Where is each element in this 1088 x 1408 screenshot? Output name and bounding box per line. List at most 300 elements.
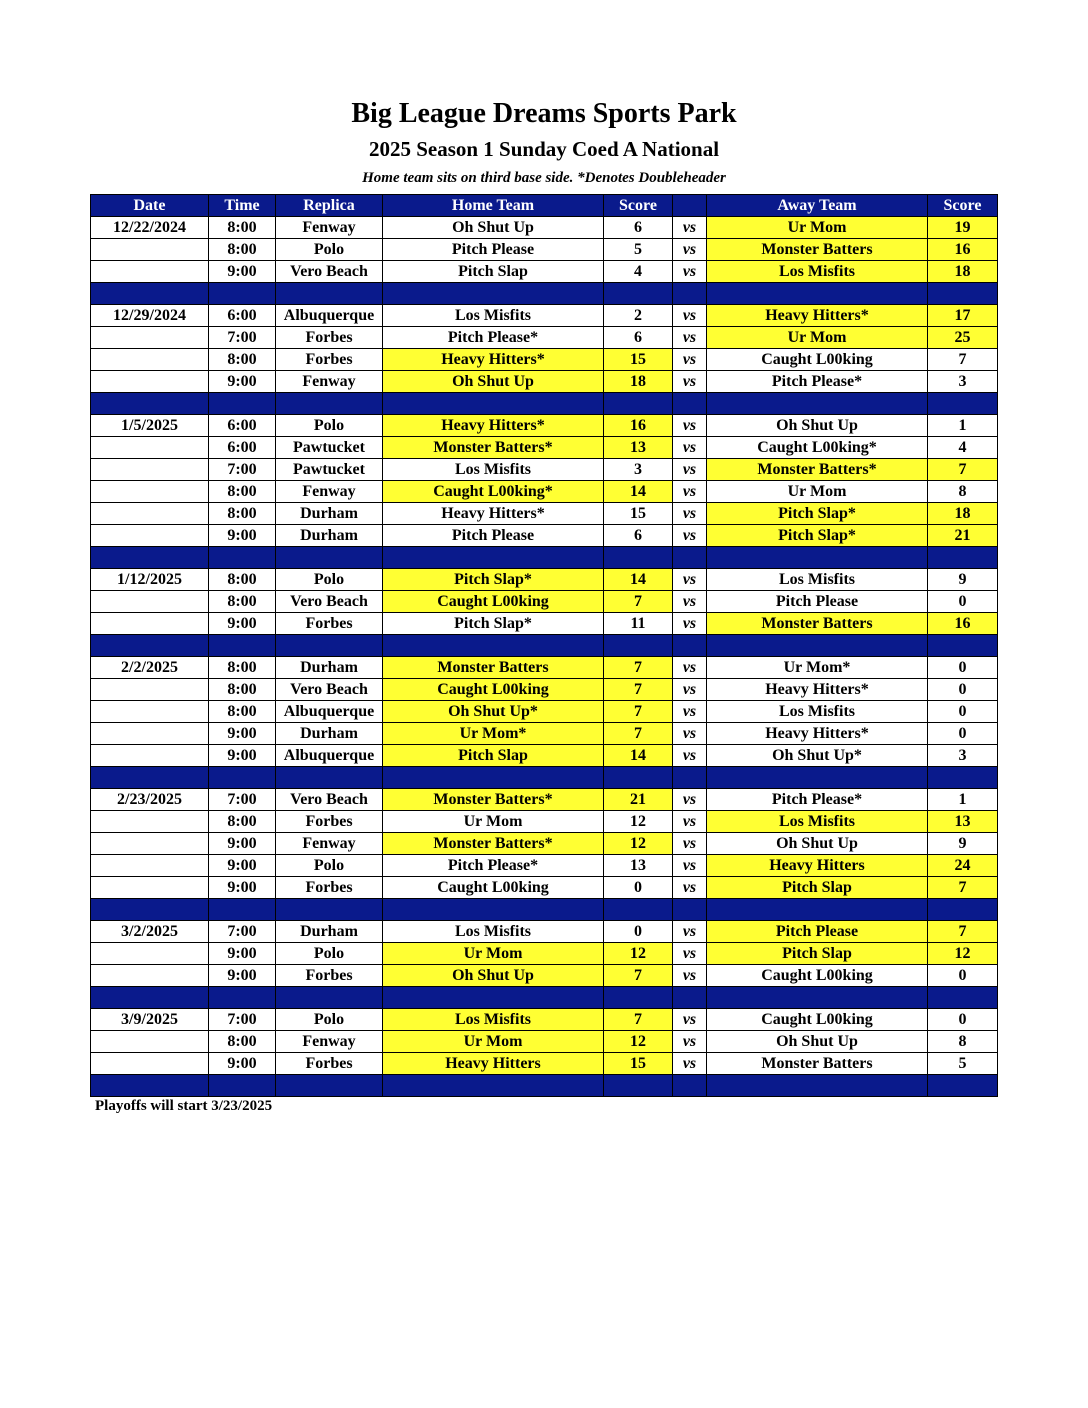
away-team-cell: Caught L00king*	[707, 437, 928, 459]
vs-cell: vs	[673, 679, 707, 701]
away-team-cell: Ur Mom*	[707, 657, 928, 679]
spacer-cell	[673, 899, 707, 921]
vs-cell: vs	[673, 657, 707, 679]
spacer-cell	[604, 899, 673, 921]
replica-cell: Polo	[276, 415, 383, 437]
replica-cell: Durham	[276, 723, 383, 745]
away-score-cell: 0	[928, 701, 998, 723]
vs-cell: vs	[673, 1031, 707, 1053]
home-team-cell: Oh Shut Up	[383, 217, 604, 239]
spacer-cell	[928, 987, 998, 1009]
date-cell: 3/9/2025	[91, 1009, 209, 1031]
away-team-cell: Los Misfits	[707, 811, 928, 833]
date-cell	[91, 239, 209, 261]
table-row	[91, 591, 998, 613]
col-header-away-team: Away Team	[707, 195, 928, 217]
vs-cell: vs	[673, 569, 707, 591]
vs-cell: vs	[673, 591, 707, 613]
date-cell	[91, 349, 209, 371]
replica-cell: Albuquerque	[276, 745, 383, 767]
home-team-cell: Los Misfits	[383, 921, 604, 943]
table-row	[91, 569, 998, 591]
away-score-cell: 21	[928, 525, 998, 547]
vs-cell: vs	[673, 811, 707, 833]
home-score-cell: 21	[604, 789, 673, 811]
away-team-cell: Los Misfits	[707, 569, 928, 591]
time-cell: 8:00	[209, 591, 276, 613]
spacer-cell	[91, 547, 209, 569]
vs-cell: vs	[673, 723, 707, 745]
replica-cell: Forbes	[276, 613, 383, 635]
time-cell: 8:00	[209, 811, 276, 833]
home-score-cell: 15	[604, 349, 673, 371]
replica-cell: Albuquerque	[276, 701, 383, 723]
home-score-cell: 12	[604, 1031, 673, 1053]
date-cell	[91, 833, 209, 855]
date-cell	[91, 943, 209, 965]
time-cell: 7:00	[209, 1009, 276, 1031]
spacer-cell	[91, 899, 209, 921]
away-score-cell: 7	[928, 349, 998, 371]
table-row	[91, 855, 998, 877]
table-row	[91, 613, 998, 635]
away-team-cell: Heavy Hitters*	[707, 305, 928, 327]
spacer-cell	[209, 393, 276, 415]
time-cell: 8:00	[209, 349, 276, 371]
away-score-cell: 0	[928, 1009, 998, 1031]
time-cell: 9:00	[209, 723, 276, 745]
time-cell: 7:00	[209, 327, 276, 349]
table-row	[91, 327, 998, 349]
spacer-cell	[276, 767, 383, 789]
away-score-cell: 1	[928, 415, 998, 437]
away-team-cell: Oh Shut Up*	[707, 745, 928, 767]
away-team-cell: Pitch Please	[707, 591, 928, 613]
away-team-cell: Caught L00king	[707, 1009, 928, 1031]
home-score-cell: 12	[604, 811, 673, 833]
time-cell: 6:00	[209, 305, 276, 327]
away-team-cell: Heavy Hitters*	[707, 723, 928, 745]
spacer-cell	[707, 899, 928, 921]
away-score-cell: 0	[928, 723, 998, 745]
away-score-cell: 4	[928, 437, 998, 459]
replica-cell: Polo	[276, 239, 383, 261]
away-team-cell: Pitch Slap*	[707, 503, 928, 525]
spacer-row	[91, 393, 998, 415]
spacer-cell	[383, 393, 604, 415]
vs-cell: vs	[673, 239, 707, 261]
date-cell	[91, 965, 209, 987]
replica-cell: Durham	[276, 921, 383, 943]
date-cell: 12/22/2024	[91, 217, 209, 239]
date-cell	[91, 811, 209, 833]
home-score-cell: 7	[604, 965, 673, 987]
away-score-cell: 16	[928, 613, 998, 635]
date-cell: 3/2/2025	[91, 921, 209, 943]
home-team-cell: Oh Shut Up	[383, 371, 604, 393]
date-cell	[91, 437, 209, 459]
home-team-cell: Monster Batters*	[383, 833, 604, 855]
replica-cell: Forbes	[276, 349, 383, 371]
spacer-cell	[928, 393, 998, 415]
spacer-cell	[276, 1075, 383, 1097]
time-cell: 8:00	[209, 503, 276, 525]
spacer-row	[91, 987, 998, 1009]
vs-cell: vs	[673, 261, 707, 283]
home-team-cell: Heavy Hitters	[383, 1053, 604, 1075]
time-cell: 9:00	[209, 855, 276, 877]
header-row	[91, 195, 998, 217]
vs-cell: vs	[673, 833, 707, 855]
home-score-cell: 13	[604, 855, 673, 877]
vs-cell: vs	[673, 371, 707, 393]
table-row	[91, 1031, 998, 1053]
vs-cell: vs	[673, 613, 707, 635]
time-cell: 9:00	[209, 833, 276, 855]
replica-cell: Polo	[276, 943, 383, 965]
spacer-cell	[383, 899, 604, 921]
home-score-cell: 6	[604, 327, 673, 349]
spacer-cell	[209, 283, 276, 305]
replica-cell: Vero Beach	[276, 789, 383, 811]
home-team-cell: Pitch Please	[383, 525, 604, 547]
table-row	[91, 261, 998, 283]
away-team-cell: Pitch Please	[707, 921, 928, 943]
home-team-cell: Caught L00king	[383, 679, 604, 701]
vs-cell: vs	[673, 459, 707, 481]
table-row	[91, 415, 998, 437]
table-row	[91, 459, 998, 481]
away-team-cell: Pitch Please*	[707, 371, 928, 393]
home-score-cell: 15	[604, 503, 673, 525]
date-cell	[91, 1031, 209, 1053]
spacer-row	[91, 283, 998, 305]
home-score-cell: 6	[604, 217, 673, 239]
vs-cell: vs	[673, 525, 707, 547]
spacer-cell	[928, 547, 998, 569]
time-cell: 8:00	[209, 1031, 276, 1053]
vs-cell: vs	[673, 481, 707, 503]
away-score-cell: 1	[928, 789, 998, 811]
spacer-row	[91, 635, 998, 657]
spacer-cell	[276, 547, 383, 569]
table-row	[91, 1053, 998, 1075]
time-cell: 7:00	[209, 921, 276, 943]
home-team-cell: Oh Shut Up	[383, 965, 604, 987]
col-header-home-score: Score	[604, 195, 673, 217]
table-row	[91, 811, 998, 833]
away-score-cell: 3	[928, 745, 998, 767]
date-cell	[91, 591, 209, 613]
col-header-time: Time	[209, 195, 276, 217]
home-team-cell: Heavy Hitters*	[383, 503, 604, 525]
time-cell: 9:00	[209, 525, 276, 547]
header-note: Home team sits on third base side. *Denotes Doubleheader	[362, 170, 726, 186]
spacer-cell	[209, 635, 276, 657]
away-score-cell: 3	[928, 371, 998, 393]
date-cell: 2/2/2025	[91, 657, 209, 679]
table-row	[91, 745, 998, 767]
time-cell: 6:00	[209, 437, 276, 459]
time-cell: 7:00	[209, 459, 276, 481]
spacer-cell	[707, 987, 928, 1009]
spacer-row	[91, 899, 998, 921]
home-score-cell: 11	[604, 613, 673, 635]
away-team-cell: Heavy Hitters	[707, 855, 928, 877]
spacer-cell	[673, 1075, 707, 1097]
date-cell	[91, 525, 209, 547]
spacer-cell	[209, 767, 276, 789]
spacer-cell	[91, 635, 209, 657]
table-row	[91, 349, 998, 371]
time-cell: 9:00	[209, 1053, 276, 1075]
spacer-cell	[91, 767, 209, 789]
away-score-cell: 17	[928, 305, 998, 327]
home-score-cell: 2	[604, 305, 673, 327]
time-cell: 9:00	[209, 965, 276, 987]
away-team-cell: Caught L00king	[707, 965, 928, 987]
vs-cell: vs	[673, 789, 707, 811]
away-score-cell: 5	[928, 1053, 998, 1075]
spacer-cell	[673, 987, 707, 1009]
away-team-cell: Los Misfits	[707, 701, 928, 723]
time-cell: 9:00	[209, 877, 276, 899]
col-header-home-team: Home Team	[383, 195, 604, 217]
spacer-cell	[707, 767, 928, 789]
away-team-cell: Caught L00king	[707, 349, 928, 371]
replica-cell: Pawtucket	[276, 437, 383, 459]
spacer-cell	[673, 283, 707, 305]
vs-cell: vs	[673, 305, 707, 327]
home-team-cell: Oh Shut Up*	[383, 701, 604, 723]
table-row	[91, 723, 998, 745]
spacer-cell	[276, 283, 383, 305]
replica-cell: Polo	[276, 855, 383, 877]
spacer-cell	[604, 635, 673, 657]
spacer-cell	[604, 767, 673, 789]
time-cell: 8:00	[209, 701, 276, 723]
replica-cell: Fenway	[276, 1031, 383, 1053]
away-team-cell: Monster Batters	[707, 1053, 928, 1075]
vs-cell: vs	[673, 943, 707, 965]
away-score-cell: 16	[928, 239, 998, 261]
col-header-vs	[673, 195, 707, 217]
away-score-cell: 9	[928, 833, 998, 855]
date-cell: 1/5/2025	[91, 415, 209, 437]
replica-cell: Polo	[276, 569, 383, 591]
spacer-cell	[673, 635, 707, 657]
home-team-cell: Monster Batters*	[383, 789, 604, 811]
home-score-cell: 14	[604, 569, 673, 591]
away-team-cell: Ur Mom	[707, 217, 928, 239]
date-cell: 12/29/2024	[91, 305, 209, 327]
table-row	[91, 679, 998, 701]
home-team-cell: Pitch Please*	[383, 327, 604, 349]
page-subtitle: 2025 Season 1 Sunday Coed A National	[368, 137, 720, 161]
vs-cell: vs	[673, 217, 707, 239]
away-team-cell: Ur Mom	[707, 481, 928, 503]
away-team-cell: Pitch Slap*	[707, 525, 928, 547]
spacer-cell	[91, 987, 209, 1009]
spacer-cell	[383, 547, 604, 569]
spacer-cell	[276, 987, 383, 1009]
date-cell	[91, 481, 209, 503]
time-cell: 8:00	[209, 239, 276, 261]
date-cell	[91, 701, 209, 723]
vs-cell: vs	[673, 1053, 707, 1075]
spacer-cell	[707, 393, 928, 415]
table-row	[91, 921, 998, 943]
home-score-cell: 6	[604, 525, 673, 547]
time-cell: 9:00	[209, 371, 276, 393]
away-score-cell: 7	[928, 877, 998, 899]
spacer-cell	[276, 635, 383, 657]
table-row	[91, 525, 998, 547]
spacer-cell	[383, 1075, 604, 1097]
home-team-cell: Ur Mom*	[383, 723, 604, 745]
replica-cell: Polo	[276, 1009, 383, 1031]
date-cell	[91, 503, 209, 525]
away-team-cell: Pitch Slap	[707, 943, 928, 965]
home-team-cell: Heavy Hitters*	[383, 415, 604, 437]
replica-cell: Vero Beach	[276, 261, 383, 283]
spacer-cell	[91, 1075, 209, 1097]
replica-cell: Fenway	[276, 833, 383, 855]
date-cell	[91, 723, 209, 745]
table-row	[91, 371, 998, 393]
spacer-cell	[928, 635, 998, 657]
home-team-cell: Pitch Slap*	[383, 569, 604, 591]
vs-cell: vs	[673, 965, 707, 987]
date-cell	[91, 459, 209, 481]
away-score-cell: 8	[928, 481, 998, 503]
spacer-cell	[707, 283, 928, 305]
away-score-cell: 0	[928, 591, 998, 613]
spacer-cell	[209, 987, 276, 1009]
time-cell: 6:00	[209, 415, 276, 437]
away-score-cell: 8	[928, 1031, 998, 1053]
spacer-cell	[707, 1075, 928, 1097]
time-cell: 9:00	[209, 613, 276, 635]
home-score-cell: 12	[604, 833, 673, 855]
vs-cell: vs	[673, 745, 707, 767]
date-cell	[91, 613, 209, 635]
spacer-cell	[928, 283, 998, 305]
home-score-cell: 7	[604, 591, 673, 613]
spacer-cell	[276, 899, 383, 921]
home-score-cell: 7	[604, 679, 673, 701]
vs-cell: vs	[673, 503, 707, 525]
spacer-cell	[383, 635, 604, 657]
vs-cell: vs	[673, 701, 707, 723]
date-cell	[91, 745, 209, 767]
spacer-cell	[604, 393, 673, 415]
vs-cell: vs	[673, 349, 707, 371]
spacer-cell	[673, 767, 707, 789]
home-team-cell: Pitch Please*	[383, 855, 604, 877]
away-score-cell: 18	[928, 261, 998, 283]
table-row	[91, 965, 998, 987]
date-cell	[91, 261, 209, 283]
spacer-cell	[383, 283, 604, 305]
replica-cell: Forbes	[276, 811, 383, 833]
away-score-cell: 19	[928, 217, 998, 239]
away-score-cell: 7	[928, 921, 998, 943]
table-row	[91, 877, 998, 899]
date-cell	[91, 371, 209, 393]
away-score-cell: 13	[928, 811, 998, 833]
table-row	[91, 1009, 998, 1031]
away-score-cell: 18	[928, 503, 998, 525]
home-team-cell: Caught L00king	[383, 591, 604, 613]
home-score-cell: 5	[604, 239, 673, 261]
home-score-cell: 18	[604, 371, 673, 393]
home-score-cell: 7	[604, 701, 673, 723]
home-score-cell: 0	[604, 921, 673, 943]
spacer-cell	[276, 393, 383, 415]
table-row	[91, 305, 998, 327]
away-team-cell: Monster Batters	[707, 239, 928, 261]
schedule-table	[90, 194, 998, 1097]
footer-note: Playoffs will start 3/23/2025	[95, 1098, 273, 1114]
away-team-cell: Monster Batters	[707, 613, 928, 635]
away-team-cell: Heavy Hitters*	[707, 679, 928, 701]
home-team-cell: Caught L00king	[383, 877, 604, 899]
spacer-cell	[383, 987, 604, 1009]
home-team-cell: Pitch Slap	[383, 745, 604, 767]
away-team-cell: Oh Shut Up	[707, 415, 928, 437]
date-cell	[91, 855, 209, 877]
spacer-cell	[91, 393, 209, 415]
date-cell	[91, 877, 209, 899]
time-cell: 8:00	[209, 679, 276, 701]
replica-cell: Forbes	[276, 327, 383, 349]
home-score-cell: 15	[604, 1053, 673, 1075]
date-cell: 2/23/2025	[91, 789, 209, 811]
replica-cell: Durham	[276, 525, 383, 547]
vs-cell: vs	[673, 921, 707, 943]
spacer-cell	[707, 547, 928, 569]
spacer-cell	[928, 899, 998, 921]
home-score-cell: 7	[604, 1009, 673, 1031]
home-team-cell: Ur Mom	[383, 1031, 604, 1053]
away-team-cell: Pitch Slap	[707, 877, 928, 899]
table-row	[91, 789, 998, 811]
vs-cell: vs	[673, 327, 707, 349]
away-score-cell: 9	[928, 569, 998, 591]
vs-cell: vs	[673, 855, 707, 877]
home-team-cell: Ur Mom	[383, 943, 604, 965]
time-cell: 7:00	[209, 789, 276, 811]
home-team-cell: Pitch Slap	[383, 261, 604, 283]
home-score-cell: 12	[604, 943, 673, 965]
spacer-cell	[209, 899, 276, 921]
replica-cell: Forbes	[276, 1053, 383, 1075]
date-cell: 1/12/2025	[91, 569, 209, 591]
time-cell: 8:00	[209, 217, 276, 239]
home-team-cell: Monster Batters	[383, 657, 604, 679]
col-header-away-score: Score	[928, 195, 998, 217]
table-row	[91, 657, 998, 679]
spacer-row	[91, 767, 998, 789]
spacer-cell	[604, 283, 673, 305]
away-score-cell: 0	[928, 965, 998, 987]
replica-cell: Fenway	[276, 371, 383, 393]
replica-cell: Albuquerque	[276, 305, 383, 327]
home-team-cell: Heavy Hitters*	[383, 349, 604, 371]
spacer-cell	[604, 987, 673, 1009]
home-team-cell: Ur Mom	[383, 811, 604, 833]
